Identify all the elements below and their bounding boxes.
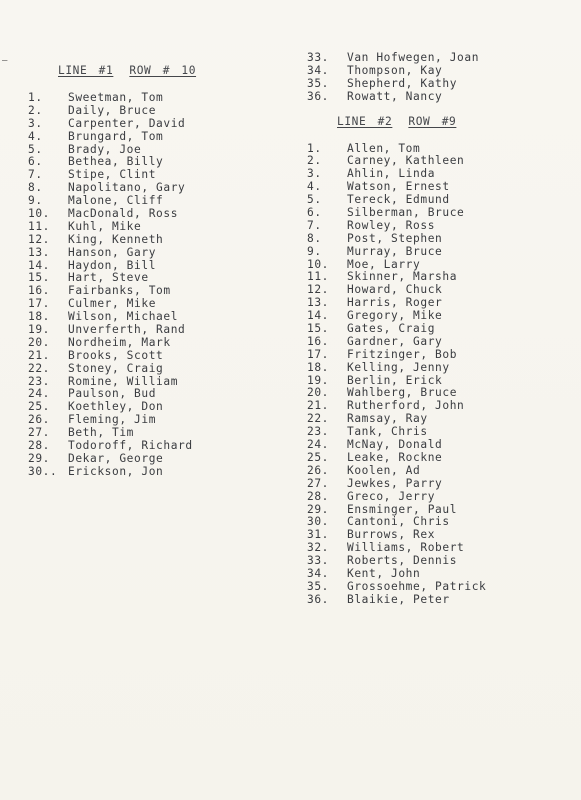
item-number: 31. xyxy=(307,528,330,542)
person-name: King, Kenneth xyxy=(68,232,164,246)
item-number: 29. xyxy=(28,451,51,465)
person-name: Napolitano, Gary xyxy=(68,181,186,195)
item-number: 19. xyxy=(307,373,330,387)
item-number: 14. xyxy=(28,258,51,272)
list-item xyxy=(307,439,577,452)
item-number: 17. xyxy=(307,347,330,361)
item-number: 5. xyxy=(28,142,43,156)
item-number: 28. xyxy=(28,439,51,453)
item-number: 26. xyxy=(28,413,51,427)
person-name: Unverferth, Rand xyxy=(68,323,186,337)
list-item xyxy=(307,78,577,91)
list-item xyxy=(28,234,278,247)
list-item xyxy=(28,363,278,376)
list-item xyxy=(307,246,577,259)
person-name: Wahlberg, Bruce xyxy=(347,386,458,400)
person-name: Daily, Bruce xyxy=(68,103,157,117)
person-name: Haydon, Bill xyxy=(68,258,157,272)
line-1-row-label: ROW # 10 xyxy=(129,64,197,77)
person-name: Stoney, Craig xyxy=(68,361,164,375)
list-item xyxy=(28,118,278,131)
item-number: 11. xyxy=(307,270,330,284)
item-number: 23. xyxy=(307,425,330,439)
person-name: Gregory, Mike xyxy=(347,309,443,323)
person-name: McNay, Donald xyxy=(347,438,443,452)
item-number: 8. xyxy=(307,231,322,245)
line-2-label: LINE #2 xyxy=(337,114,393,128)
person-name: Romine, William xyxy=(68,374,179,388)
item-number: 27. xyxy=(307,476,330,490)
person-name: Skinner, Marsha xyxy=(347,270,458,284)
item-number: 16. xyxy=(307,334,330,348)
person-name: Brady, Joe xyxy=(68,142,142,156)
person-name: Carpenter, David xyxy=(68,116,186,130)
person-name: Allen, Tom xyxy=(347,141,421,155)
line-1-list xyxy=(28,92,278,479)
person-name: Fleming, Jim xyxy=(68,413,157,427)
item-number: 5. xyxy=(307,193,322,207)
item-number: 24. xyxy=(307,438,330,452)
list-item xyxy=(307,207,577,220)
list-item xyxy=(307,323,577,336)
list-item xyxy=(28,453,278,466)
person-name: Brooks, Scott xyxy=(68,348,164,362)
person-name: Harris, Roger xyxy=(347,296,443,310)
person-name: Roberts, Dennis xyxy=(347,554,458,568)
person-name: Thompson, Kay xyxy=(347,63,443,77)
person-name: Koolen, Ad xyxy=(347,463,421,477)
person-name: Watson, Ernest xyxy=(347,180,450,194)
item-number: 6. xyxy=(28,155,43,169)
person-name: Kuhl, Mike xyxy=(68,219,142,233)
person-name: Hart, Steve xyxy=(68,271,149,285)
list-item xyxy=(307,220,577,233)
list-item xyxy=(28,131,278,144)
item-number: 22. xyxy=(28,361,51,375)
item-number: 33. xyxy=(307,51,330,64)
item-number: 19. xyxy=(28,323,51,337)
person-name: Fritzinger, Bob xyxy=(347,347,458,361)
person-name: Burrows, Rex xyxy=(347,528,436,542)
list-item xyxy=(28,324,278,337)
line-1-column xyxy=(28,63,278,479)
person-name: Todoroff, Richard xyxy=(68,439,193,453)
person-name: Rowatt, Nancy xyxy=(347,89,443,103)
list-item xyxy=(307,452,577,465)
person-name: Howard, Chuck xyxy=(347,283,443,297)
person-name: Moe, Larry xyxy=(347,257,421,271)
item-number: 4. xyxy=(307,180,322,194)
item-number: 15. xyxy=(28,271,51,285)
item-number: 12. xyxy=(307,283,330,297)
item-number: 34. xyxy=(307,63,330,77)
item-number: 15. xyxy=(307,322,330,336)
person-name: Blaikie, Peter xyxy=(347,592,450,606)
line-1-label: LINE #1 xyxy=(58,64,114,77)
person-name: Ramsay, Ray xyxy=(347,412,428,426)
item-number: 29. xyxy=(307,502,330,516)
item-number: 8. xyxy=(28,181,43,195)
person-name: Tank, Chris xyxy=(347,425,428,439)
list-item xyxy=(28,337,278,350)
item-number: 18. xyxy=(307,360,330,374)
line-1-heading xyxy=(58,63,278,79)
person-name: Culmer, Mike xyxy=(68,297,157,311)
item-number: 16. xyxy=(28,284,51,298)
person-name: Leake, Rockne xyxy=(347,450,443,464)
person-name: Wilson, Michael xyxy=(68,310,179,324)
list-item xyxy=(307,465,577,478)
punch-mark: — xyxy=(2,56,8,66)
list-item xyxy=(307,594,577,607)
person-name: Fairbanks, Tom xyxy=(68,284,171,298)
person-name: Post, Stephen xyxy=(347,231,443,245)
list-item xyxy=(307,336,577,349)
line-2-heading xyxy=(337,114,577,130)
item-number: 10. xyxy=(28,207,51,221)
person-name: Grossoehme, Patrick xyxy=(347,579,487,593)
person-name: Malone, Cliff xyxy=(68,194,164,208)
line-1-continued-list xyxy=(307,52,577,104)
item-number: 14. xyxy=(307,309,330,323)
person-name: MacDonald, Ross xyxy=(68,207,179,221)
item-number: 11. xyxy=(28,219,51,233)
list-item xyxy=(307,52,577,65)
person-name: Ahlin, Linda xyxy=(347,167,436,181)
person-name: Williams, Robert xyxy=(347,541,465,555)
list-item xyxy=(28,260,278,273)
item-number: 20. xyxy=(307,386,330,400)
item-number: 17. xyxy=(28,297,51,311)
item-number: 2. xyxy=(307,154,322,168)
item-number: 35. xyxy=(307,76,330,90)
list-item xyxy=(307,362,577,375)
person-name: Berlin, Erick xyxy=(347,373,443,387)
item-number: 21. xyxy=(28,348,51,362)
list-item xyxy=(307,65,577,78)
list-item xyxy=(307,478,577,491)
person-name: Greco, Jerry xyxy=(347,489,436,503)
person-name: Murray, Bruce xyxy=(347,244,443,258)
item-number: 33. xyxy=(307,554,330,568)
person-name: Hanson, Gary xyxy=(68,245,157,259)
list-item xyxy=(307,568,577,581)
person-name: Gardner, Gary xyxy=(347,334,443,348)
person-name: Cantoni, Chris xyxy=(347,515,450,529)
person-name: Ensminger, Paul xyxy=(347,502,458,516)
item-number: 25. xyxy=(307,450,330,464)
item-number: 36. xyxy=(307,89,330,103)
item-number: 25. xyxy=(28,400,51,414)
item-number: 10. xyxy=(307,257,330,271)
list-item xyxy=(307,233,577,246)
person-name: Shepherd, Kathy xyxy=(347,76,458,90)
item-number: 1. xyxy=(28,91,43,104)
person-name: Koethley, Don xyxy=(68,400,164,414)
item-number: 3. xyxy=(307,167,322,181)
list-item xyxy=(28,440,278,453)
item-number: 36. xyxy=(307,592,330,606)
list-item xyxy=(307,581,577,594)
person-name: Nordheim, Mark xyxy=(68,335,171,349)
list-item xyxy=(28,247,278,260)
list-item xyxy=(307,349,577,362)
person-name: Kelling, Jenny xyxy=(347,360,450,374)
person-name: Rutherford, John xyxy=(347,399,465,413)
person-name: Kent, John xyxy=(347,566,421,580)
item-number: 1. xyxy=(307,141,322,155)
item-number: 28. xyxy=(307,489,330,503)
item-number: 32. xyxy=(307,541,330,555)
item-number: 30. xyxy=(307,515,330,529)
right-column xyxy=(307,52,577,607)
list-item xyxy=(28,414,278,427)
list-item xyxy=(28,92,278,105)
item-number: 4. xyxy=(28,129,43,143)
list-item xyxy=(28,466,278,479)
person-name: Beth, Tim xyxy=(68,426,135,440)
line-2-list xyxy=(307,143,577,607)
person-name: Bethea, Billy xyxy=(68,155,164,169)
item-number: 2. xyxy=(28,103,43,117)
item-number: 7. xyxy=(307,218,322,232)
person-name: Jewkes, Parry xyxy=(347,476,443,490)
person-name: Brungard, Tom xyxy=(68,129,164,143)
item-number: 13. xyxy=(307,296,330,310)
item-number: 13. xyxy=(28,245,51,259)
item-number: 18. xyxy=(28,310,51,324)
person-name: Van Hofwegen, Joan xyxy=(347,51,480,64)
list-item xyxy=(28,221,278,234)
item-number: 9. xyxy=(307,244,322,258)
person-name: Dekar, George xyxy=(68,451,164,465)
item-number: 7. xyxy=(28,168,43,182)
person-name: Silberman, Bruce xyxy=(347,206,465,220)
item-number: 26. xyxy=(307,463,330,477)
person-name: Tereck, Edmund xyxy=(347,193,450,207)
item-number: 30.. xyxy=(28,464,58,478)
person-name: Stipe, Clint xyxy=(68,168,157,182)
item-number: 3. xyxy=(28,116,43,130)
line-2-row-label: ROW #9 xyxy=(408,114,457,128)
list-item xyxy=(307,491,577,504)
person-name: Paulson, Bud xyxy=(68,387,157,401)
item-number: 24. xyxy=(28,387,51,401)
item-number: 27. xyxy=(28,426,51,440)
person-name: Carney, Kathleen xyxy=(347,154,465,168)
item-number: 34. xyxy=(307,566,330,580)
item-number: 20. xyxy=(28,335,51,349)
person-name: Gates, Craig xyxy=(347,322,436,336)
person-name: Sweetman, Tom xyxy=(68,91,164,104)
list-item xyxy=(28,208,278,221)
person-name: Erickson, Jon xyxy=(68,464,164,478)
item-number: 12. xyxy=(28,232,51,246)
list-item xyxy=(28,105,278,118)
list-item xyxy=(28,350,278,363)
item-number: 22. xyxy=(307,412,330,426)
item-number: 9. xyxy=(28,194,43,208)
person-name: Rowley, Ross xyxy=(347,218,436,232)
item-number: 6. xyxy=(307,206,322,220)
item-number: 21. xyxy=(307,399,330,413)
item-number: 35. xyxy=(307,579,330,593)
item-number: 23. xyxy=(28,374,51,388)
list-item xyxy=(307,91,577,104)
